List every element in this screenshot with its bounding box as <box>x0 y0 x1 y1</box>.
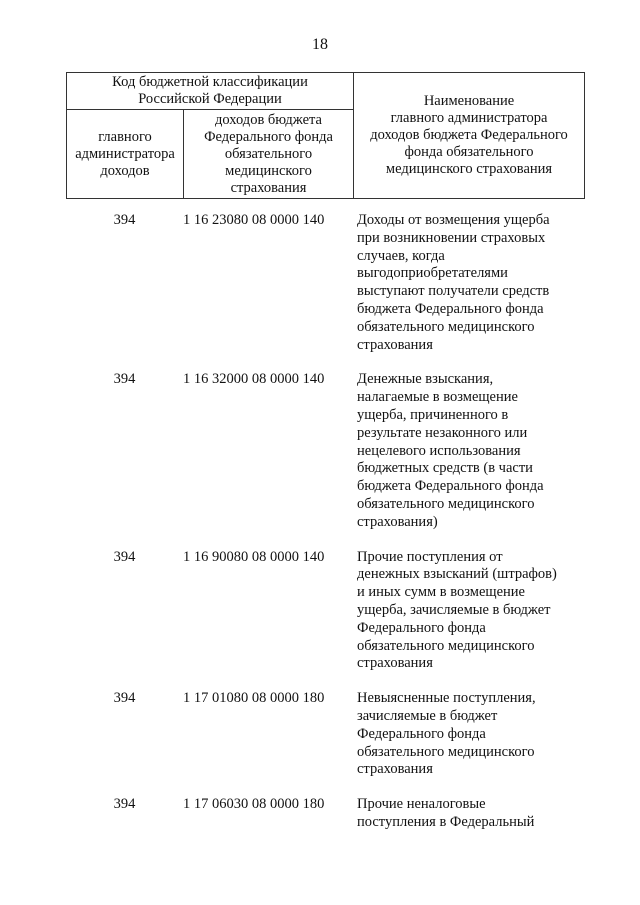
name-line: нецелевого использования <box>357 442 521 459</box>
income-name-cell <box>353 796 584 832</box>
income-col-line: обязательного <box>224 146 313 162</box>
name-line: бюджета Федерального фонда <box>357 478 544 495</box>
name-line: страхования) <box>357 513 438 530</box>
name-line: обязательного медицинского <box>357 318 535 335</box>
name-line: при возникновении страховых <box>357 229 546 246</box>
name-line: ущерба, зачисляемые в бюджет <box>357 601 551 618</box>
income-col-line: медицинского <box>225 163 312 179</box>
name-line: поступления в Федеральный <box>357 813 535 830</box>
administrator-name-header <box>354 73 585 199</box>
income-name-cell <box>353 549 584 674</box>
admin-col-line: доходов <box>100 163 150 179</box>
admin-code-cell: 394 <box>113 212 136 228</box>
name-line: ущерба, причиненного в <box>357 406 509 423</box>
name-col-line: Наименование <box>423 93 515 109</box>
name-line: Невыясненные поступления, <box>357 690 536 707</box>
group-title-line: Российской Федерации <box>138 91 282 107</box>
income-col-line: доходов бюджета <box>215 112 322 128</box>
name-line: выгодоприобретателями <box>357 265 508 282</box>
name-line: денежных взысканий (штрафов) <box>357 566 557 583</box>
admin-code-cell: 394 <box>113 690 136 707</box>
name-line: обязательного медицинского <box>357 743 535 760</box>
income-col-line: Федерального фонда <box>204 129 333 145</box>
income-name-cell <box>353 690 584 779</box>
name-line: обязательного медицинского <box>357 495 535 512</box>
name-line: Прочие поступления от <box>357 548 503 565</box>
income-name-cell <box>353 212 584 354</box>
income-name-cell <box>353 371 584 531</box>
name-col-line: медицинского страхования <box>385 161 553 177</box>
income-code-cell: 1 16 23080 08 0000 140 <box>183 212 325 228</box>
income-code-header <box>184 110 354 199</box>
table-row <box>66 549 584 674</box>
admin-col-line: главного <box>98 129 152 145</box>
name-line: налагаемые в возмещение <box>357 389 518 406</box>
name-line: страхования <box>357 336 433 353</box>
name-line: страхования <box>357 655 433 672</box>
name-line: Прочие неналоговые <box>357 796 486 813</box>
name-line: бюджетных средств (в части <box>357 460 533 477</box>
table-row <box>66 371 584 531</box>
admin-code-cell: 394 <box>113 548 136 565</box>
name-line: выступают получатели средств <box>357 283 550 300</box>
budget-classification-code-header <box>67 73 354 110</box>
name-line: бюджета Федерального фонда <box>357 300 544 317</box>
name-line: зачисляемые в бюджет <box>357 707 498 724</box>
name-col-line: фонда обязательного <box>404 144 534 160</box>
name-line: обязательного медицинского <box>357 637 535 654</box>
name-line: Федерального фонда <box>357 725 486 742</box>
name-line: результате незаконного или <box>357 424 528 441</box>
name-line: Доходы от возмещения ущерба <box>357 212 550 228</box>
income-col-line: страхования <box>230 180 307 196</box>
income-code-cell: 1 17 06030 08 0000 180 <box>183 796 325 813</box>
admin-code-cell: 394 <box>113 796 136 813</box>
name-line: Денежные взыскания, <box>357 371 494 388</box>
page-number: 18 <box>312 36 328 53</box>
group-title-line: Код бюджетной классификации <box>112 74 308 90</box>
income-code-cell: 1 16 90080 08 0000 140 <box>183 548 325 565</box>
income-rows <box>66 212 584 849</box>
admin-code-cell: 394 <box>113 371 136 388</box>
name-line: и иных сумм в возмещение <box>357 584 525 601</box>
admin-code-header <box>67 110 184 199</box>
income-code-cell: 1 16 32000 08 0000 140 <box>183 371 325 388</box>
table-row <box>66 212 584 354</box>
admin-col-line: администратора <box>75 146 175 162</box>
table-row <box>66 690 584 779</box>
name-line: случаев, когда <box>357 247 445 264</box>
name-col-line: доходов бюджета Федерального <box>370 127 568 143</box>
table-row <box>66 796 584 832</box>
classification-header-table <box>66 72 585 199</box>
name-line: страхования <box>357 761 433 778</box>
name-col-line: главного администратора <box>390 110 548 126</box>
income-code-cell: 1 17 01080 08 0000 180 <box>183 690 325 707</box>
name-line: Федерального фонда <box>357 619 486 636</box>
